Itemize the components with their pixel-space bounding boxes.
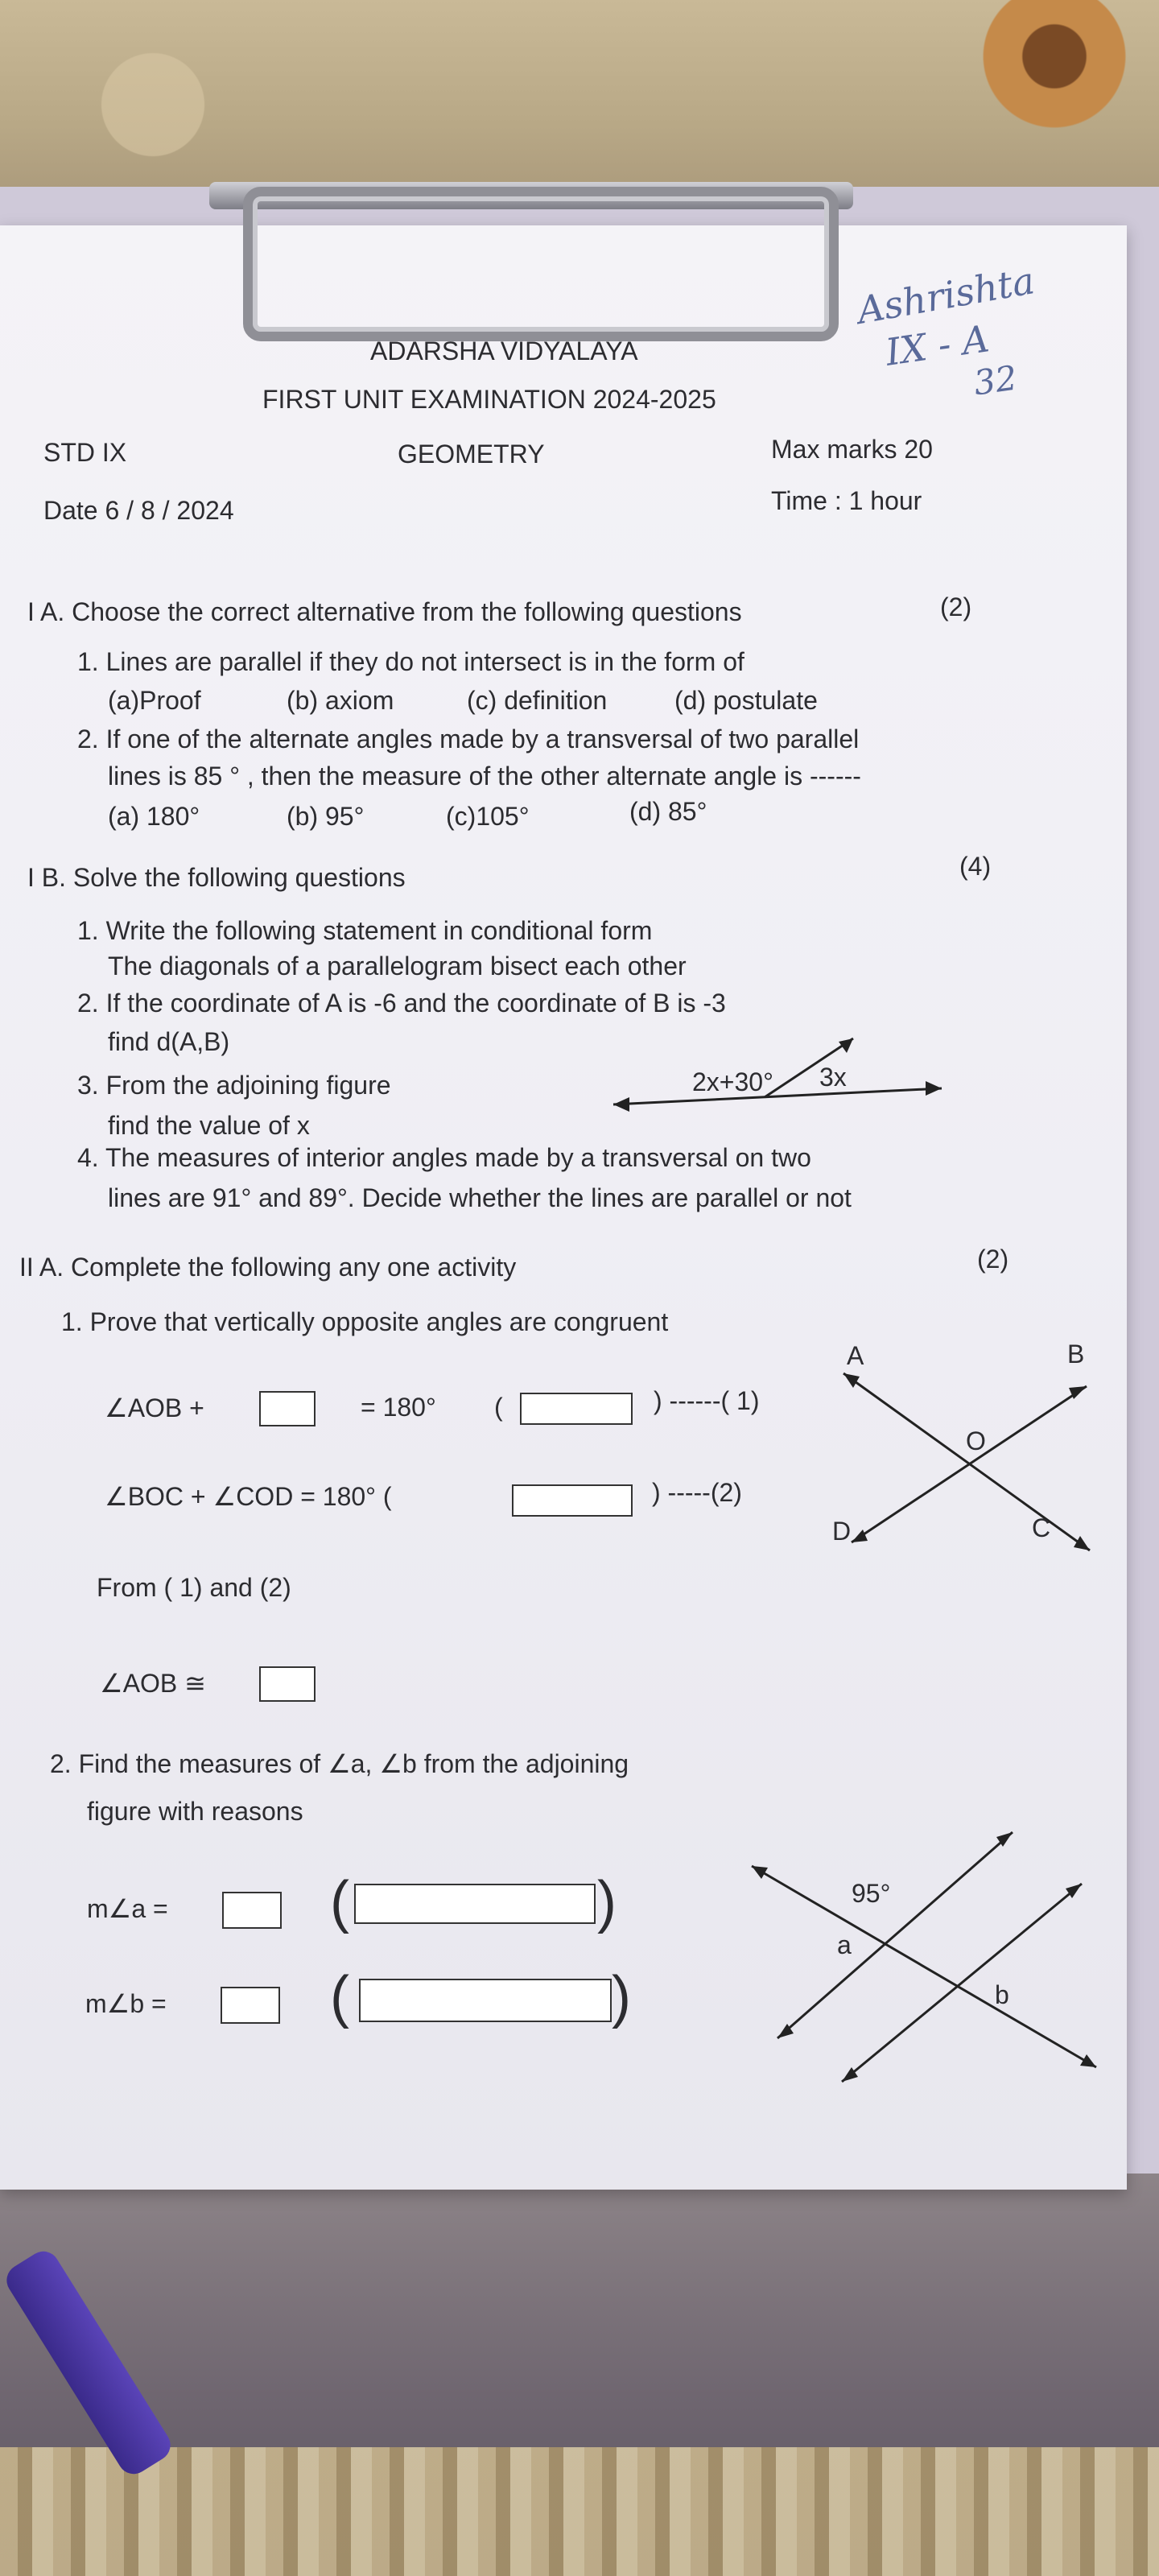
q1b-3-angle-right: 3x <box>819 1063 847 1092</box>
exam-time: Time : 1 hour <box>771 486 922 515</box>
proof-line1-end: ) ------( 1) <box>654 1386 760 1415</box>
angle-95-label: 95° <box>852 1879 891 1908</box>
q1a-2-option-c: (c)105° <box>446 802 530 831</box>
section-2a-marks: (2) <box>977 1245 1009 1274</box>
section-1a-marks: (2) <box>940 592 972 621</box>
measure-b-label: m∠b = <box>85 1989 167 2018</box>
max-marks: Max marks 20 <box>771 435 933 464</box>
proof-line2-end: ) -----(2) <box>652 1478 742 1507</box>
q1b-1-line2: The diagonals of a parallelogram bisect each other <box>108 952 687 980</box>
std-label: STD IX <box>43 438 127 467</box>
angle-a-label: a <box>837 1930 852 1959</box>
q1a-2-option-a: (a) 180° <box>108 802 200 831</box>
point-c-label: C <box>1032 1513 1051 1542</box>
section-1b-title: I B. Solve the following questions <box>27 863 406 892</box>
q1b-3-line2: find the value of x <box>108 1111 310 1140</box>
q1b-4-line1: 4. The measures of interior angles made by a transversal on two <box>77 1143 811 1172</box>
section-1a-title: I A. Choose the correct alternative from the following questions <box>27 597 742 626</box>
reason-paren-close: ) <box>612 1965 631 2029</box>
q1a-2-option-d: (d) 85° <box>629 797 707 826</box>
proof-line1-eq: = 180° <box>361 1393 436 1422</box>
q1b-4-line2: lines are 91° and 89°. Decide whether the lines are parallel or not <box>108 1183 852 1212</box>
q1a-1-option-b: (b) axiom <box>287 686 394 715</box>
q1a-2-option-b: (b) 95° <box>287 802 365 831</box>
exam-date: Date 6 / 8 / 2024 <box>43 496 234 525</box>
q1b-3-line1: 3. From the adjoining figure <box>77 1071 391 1100</box>
proof-line1-paren: ( <box>494 1393 503 1422</box>
q2a-2-line2: figure with reasons <box>87 1797 303 1826</box>
handwritten-roll: 32 <box>971 357 1020 403</box>
proof-line2-start: ∠BOC + ∠COD = 180° ( <box>105 1482 392 1511</box>
point-d-label: D <box>832 1517 852 1546</box>
subject-label: GEOMETRY <box>398 440 545 469</box>
proof-line1-start: ∠AOB + <box>105 1393 204 1422</box>
proof-from: From ( 1) and (2) <box>97 1573 291 1602</box>
point-o-label: O <box>966 1426 986 1455</box>
handwritten-name: Ashrishta <box>854 258 1038 332</box>
q1b-2-line1: 2. If the coordinate of A is -6 and the coordinate of B is -3 <box>77 989 726 1018</box>
measure-a-label: m∠a = <box>87 1894 168 1923</box>
q1a-1-option-d: (d) postulate <box>674 686 818 715</box>
q1a-1-option-a: (a)Proof <box>108 686 201 715</box>
q1a-1-text: 1. Lines are parallel if they do not intersect is in the form of <box>77 647 744 676</box>
proof-conclusion: ∠AOB ≅ <box>100 1669 206 1698</box>
point-a-label: A <box>847 1341 864 1370</box>
q1a-2-text-line1: 2. If one of the alternate angles made by a transversal of two parallel <box>77 724 860 753</box>
q1b-2-line2: find d(A,B) <box>108 1027 230 1056</box>
q1a-1-option-c: (c) definition <box>467 686 608 715</box>
reason-paren-close: ) <box>597 1870 617 1934</box>
q2a-2-line1: 2. Find the measures of ∠a, ∠b from the adjoining <box>50 1749 629 1778</box>
school-name: ADARSHA VIDYALAYA <box>370 336 638 365</box>
reason-paren-open: ( <box>330 1965 349 2029</box>
reason-paren-open: ( <box>330 1870 349 1934</box>
q2a-1-text: 1. Prove that vertically opposite angles are congruent <box>61 1307 669 1336</box>
q1b-1-line1: 1. Write the following statement in conditional form <box>77 916 653 945</box>
point-b-label: B <box>1067 1340 1085 1368</box>
exam-title: FIRST UNIT EXAMINATION 2024-2025 <box>262 385 716 414</box>
section-1b-marks: (4) <box>959 852 992 881</box>
q1b-3-angle-left: 2x+30° <box>692 1067 773 1096</box>
handwritten-class: IX - A <box>882 316 992 374</box>
section-2a-title: II A. Complete the following any one activity <box>19 1253 517 1282</box>
angle-b-label: b <box>995 1980 1009 2009</box>
q1a-2-text-line2: lines is 85 ° , then the measure of the other alternate angle is ------ <box>108 762 861 791</box>
